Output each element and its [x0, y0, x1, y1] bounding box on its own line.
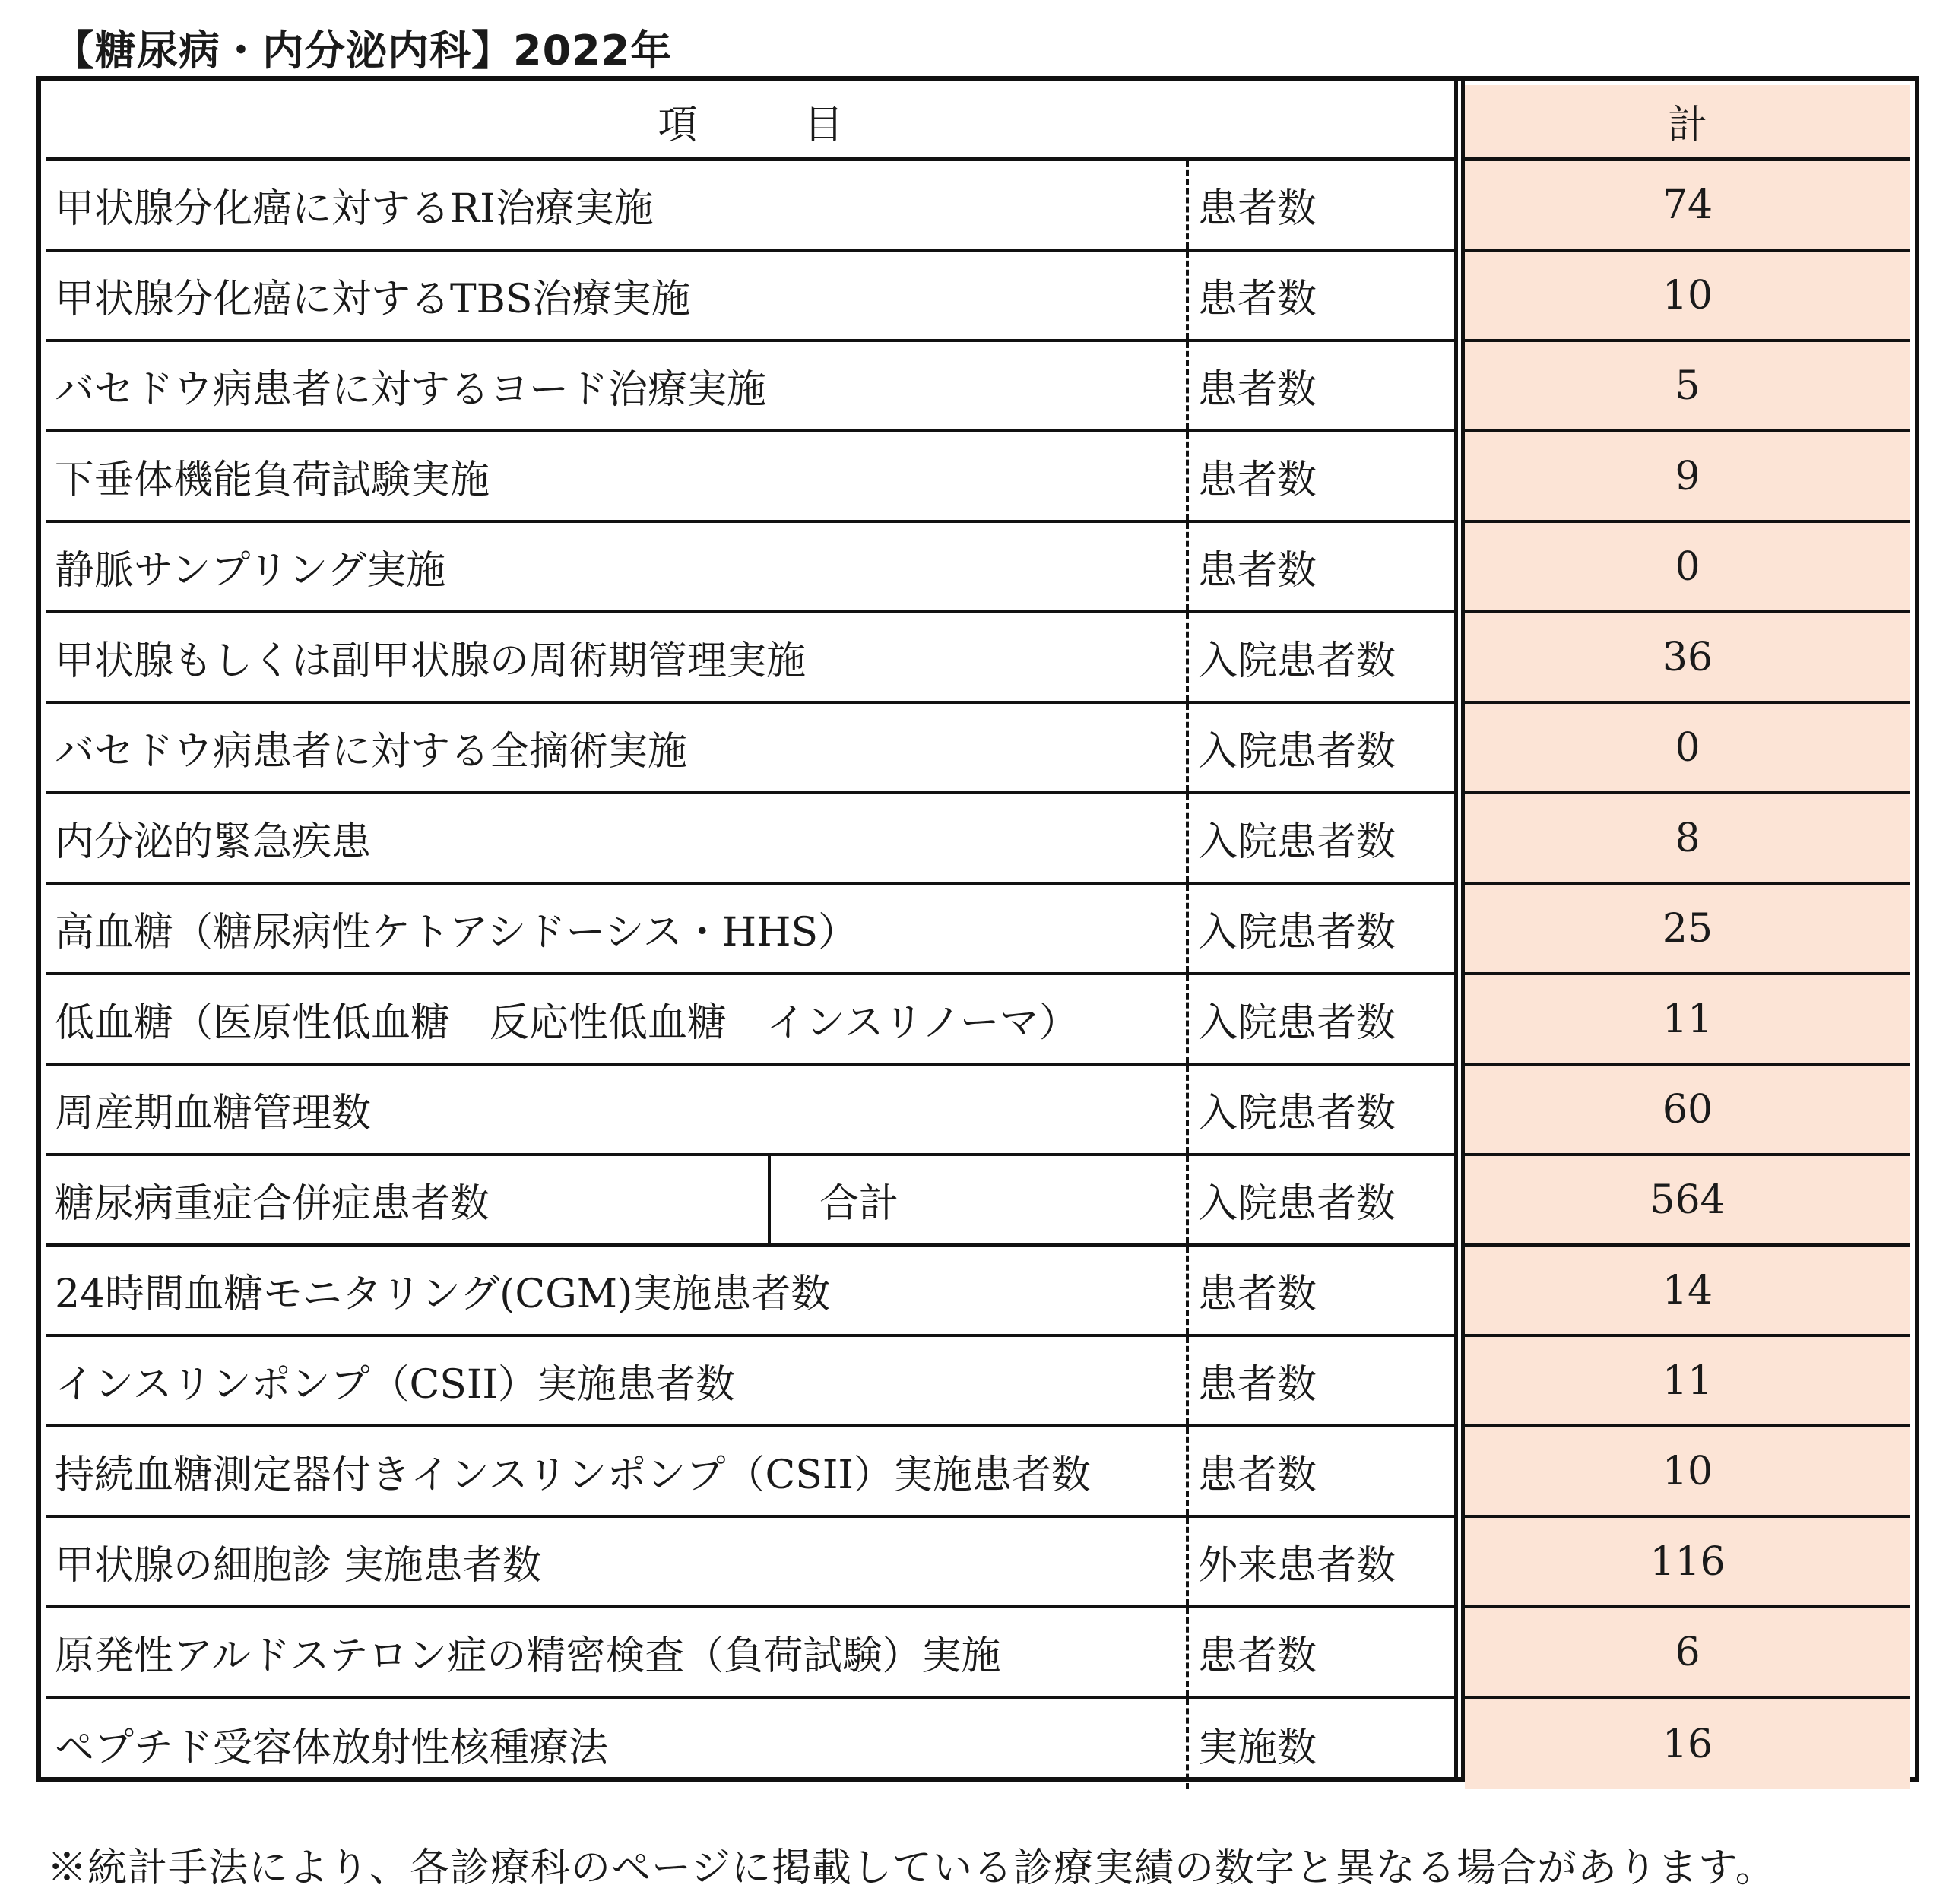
row-unit: 患者数: [1186, 161, 1459, 249]
header-item: 項目: [658, 102, 950, 148]
row-value: 36: [1465, 613, 1910, 701]
page-title: 【糖尿病・内分泌内科】2022年: [53, 27, 673, 74]
table-row: [46, 161, 1910, 252]
row-item: 静脈サンプリング実施: [55, 548, 446, 594]
table-row: [46, 1608, 1910, 1699]
row-unit: 外来患者数: [1186, 1518, 1459, 1605]
row-subitem: 合計: [768, 1156, 1186, 1243]
row-item: 甲状腺分化癌に対するRI治療実施: [55, 186, 654, 232]
row-unit: 患者数: [1186, 1247, 1459, 1334]
table-row: [46, 885, 1910, 975]
row-value: 25: [1465, 885, 1910, 972]
footnote: ※統計手法により、各診療科のページに掲載している診療実績の数字と異なる場合があります。: [47, 1845, 1776, 1891]
row-value: 14: [1465, 1247, 1910, 1334]
row-unit: 患者数: [1186, 1427, 1459, 1515]
table-row: [46, 342, 1910, 432]
row-value: 0: [1465, 523, 1910, 610]
row-unit: 患者数: [1186, 1337, 1459, 1424]
double-divider: [1454, 81, 1465, 1777]
row-item: ペプチド受容体放射性核種療法: [55, 1725, 609, 1771]
row-value: 6: [1465, 1608, 1910, 1696]
table-row: [46, 794, 1910, 885]
row-unit: 実施数: [1186, 1699, 1459, 1789]
row-item: バセドウ病患者に対する全摘術実施: [55, 729, 688, 775]
table-row: [46, 1156, 1910, 1247]
row-item: 甲状腺の細胞診 実施患者数: [55, 1543, 542, 1589]
row-item: 甲状腺分化癌に対するTBS治療実施: [55, 277, 691, 322]
row-value: 10: [1465, 1427, 1910, 1515]
table-row: [46, 1427, 1910, 1518]
row-item: 24時間血糖モニタリング(CGM)実施患者数: [55, 1272, 831, 1317]
row-value: 0: [1465, 704, 1910, 791]
table-row: [46, 1518, 1910, 1608]
stats-table: [36, 76, 1919, 1782]
row-value: 8: [1465, 794, 1910, 882]
row-item: 糖尿病重症合併症患者数: [55, 1181, 490, 1227]
table-row: [46, 1337, 1910, 1427]
row-value: 60: [1465, 1066, 1910, 1153]
table-header: [46, 85, 1910, 161]
row-value: 11: [1465, 1337, 1910, 1424]
row-unit: 患者数: [1186, 523, 1459, 610]
row-value: 564: [1465, 1156, 1910, 1243]
row-item: インスリンポンプ（CSII）実施患者数: [55, 1362, 735, 1408]
row-unit: 入院患者数: [1186, 1066, 1459, 1153]
row-unit: 入院患者数: [1186, 885, 1459, 972]
table-row: [46, 975, 1910, 1066]
row-unit: 患者数: [1186, 432, 1459, 520]
table-row: [46, 1066, 1910, 1156]
row-value: 74: [1465, 161, 1910, 249]
table-row: [46, 1699, 1910, 1789]
table-row: [46, 432, 1910, 523]
row-value: 5: [1465, 342, 1910, 429]
table-row: [46, 613, 1910, 704]
row-unit: 入院患者数: [1186, 975, 1459, 1063]
row-value: 9: [1465, 432, 1910, 520]
row-item: 原発性アルドステロン症の精密検査（負荷試験）実施: [55, 1633, 1001, 1679]
table-row: [46, 523, 1910, 613]
row-unit: 入院患者数: [1186, 704, 1459, 791]
row-item: 甲状腺もしくは副甲状腺の周術期管理実施: [55, 638, 807, 684]
row-value: 11: [1465, 975, 1910, 1063]
row-item: バセドウ病患者に対するヨード治療実施: [55, 367, 767, 413]
row-value: 16: [1465, 1699, 1910, 1789]
table-row: [46, 704, 1910, 794]
table-row: [46, 1247, 1910, 1337]
row-item: 内分泌的緊急疾患: [55, 819, 372, 865]
row-value: 10: [1465, 252, 1910, 339]
row-item: 高血糖（糖尿病性ケトアシドーシス・HHS）: [55, 910, 858, 955]
row-item: 持続血糖測定器付きインスリンポンプ（CSII）実施患者数: [55, 1453, 1091, 1498]
row-unit: 患者数: [1186, 252, 1459, 339]
row-item: 低血糖（医原性低血糖 反応性低血糖 インスリノーマ）: [55, 1000, 1079, 1046]
row-unit: 入院患者数: [1186, 794, 1459, 882]
header-total: 計: [1465, 85, 1910, 157]
row-unit: 患者数: [1186, 342, 1459, 429]
row-unit: 患者数: [1186, 1608, 1459, 1696]
row-unit: 入院患者数: [1186, 613, 1459, 701]
row-unit: 入院患者数: [1186, 1156, 1459, 1243]
table-row: [46, 252, 1910, 342]
row-value: 116: [1465, 1518, 1910, 1605]
row-item: 周産期血糖管理数: [55, 1091, 372, 1136]
row-item: 下垂体機能負荷試験実施: [55, 458, 490, 503]
